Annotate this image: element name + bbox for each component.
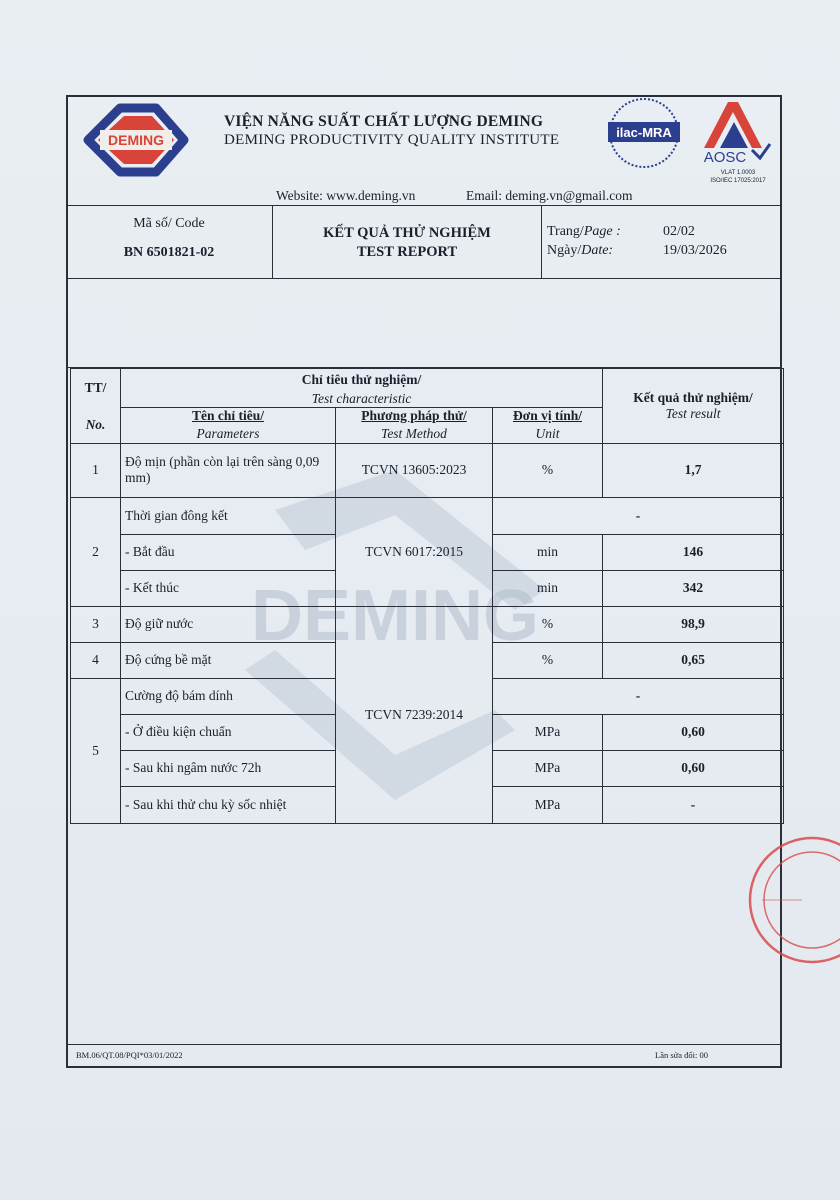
row-result: 0,65 bbox=[603, 642, 784, 678]
report-title-vn: KẾT QUẢ THỬ NGHIỆM bbox=[323, 225, 491, 241]
header-parameters-vn: Tên chỉ tiêu/ bbox=[121, 407, 336, 425]
vilat-line2: ISO/IEC 17025:2017 bbox=[710, 178, 766, 184]
row-parameter: Độ mịn (phần còn lại trên sàng 0,09 mm) bbox=[121, 443, 336, 497]
row-no: 2 bbox=[71, 497, 121, 606]
code-block-bottom bbox=[66, 278, 782, 279]
row-result: 98,9 bbox=[603, 606, 784, 642]
deming-logo-text: DEMING bbox=[108, 132, 164, 148]
row-parameter: - Sau khi thử chu kỳ sốc nhiệt bbox=[121, 786, 336, 823]
watermark-text: DEMING bbox=[251, 576, 539, 656]
page-value: 02/02 bbox=[663, 224, 695, 239]
aosc-logo bbox=[690, 96, 772, 186]
results-table bbox=[70, 368, 784, 824]
code-label: Mã số/ Code bbox=[133, 216, 205, 231]
row-no: 3 bbox=[71, 606, 121, 642]
row-unit: % bbox=[493, 443, 603, 497]
report-title-en: TEST REPORT bbox=[356, 244, 458, 260]
header-result bbox=[603, 369, 784, 444]
row-parameter: Thời gian đông kết bbox=[121, 497, 336, 534]
row-parameter: - Sau khi ngâm nước 72h bbox=[121, 750, 336, 786]
footer-divider bbox=[66, 1044, 782, 1045]
table-row bbox=[71, 497, 784, 534]
table-row bbox=[71, 443, 784, 497]
institute-name-en: DEMING PRODUCTIVITY QUALITY INSTITUTE bbox=[224, 132, 560, 148]
row-no: 5 bbox=[71, 678, 121, 823]
row-no: 1 bbox=[71, 443, 121, 497]
header-method-en: Test Method bbox=[336, 425, 493, 443]
header-characteristic-vn: Chỉ tiêu thử nghiệm/ bbox=[121, 369, 603, 391]
revision-number: Lần sửa đổi: 00 bbox=[655, 1050, 709, 1060]
header-no-vn: TT/ bbox=[71, 369, 121, 408]
code-divider-1 bbox=[272, 206, 273, 278]
header-result-vn: Kết quả thử nghiệm/ bbox=[633, 389, 753, 405]
row-result: 146 bbox=[603, 534, 784, 570]
header-parameters-en: Parameters bbox=[121, 425, 336, 443]
aosc-text: AOSC bbox=[703, 149, 747, 166]
header-divider bbox=[66, 205, 782, 206]
row-result: - bbox=[493, 497, 784, 534]
row-unit: MPa bbox=[493, 786, 603, 823]
code-value: BN 6501821-02 bbox=[123, 245, 215, 260]
row-parameter: - Kết thúc bbox=[121, 570, 336, 606]
institute-name-vn: VIỆN NĂNG SUẤT CHẤT LƯỢNG DEMING bbox=[224, 113, 544, 130]
ilac-mra-logo bbox=[604, 96, 684, 170]
page-label: Trang/Page : bbox=[547, 224, 621, 239]
email-text: Email: deming.vn@gmail.com bbox=[466, 188, 633, 203]
row-parameter: Độ cứng bề mặt bbox=[121, 642, 336, 678]
row-result: 0,60 bbox=[603, 714, 784, 750]
official-stamp bbox=[742, 830, 840, 970]
row-result: - bbox=[493, 678, 784, 714]
header-characteristic-en: Test characteristic bbox=[121, 391, 603, 408]
vilat-line1: VLAT 1.0003 bbox=[720, 170, 756, 176]
code-divider-2 bbox=[541, 206, 542, 278]
header-unit-en: Unit bbox=[493, 425, 603, 443]
row-parameter: Độ giữ nước bbox=[121, 606, 336, 642]
form-code: BM.06/QT.08/PQI*03/01/2022 bbox=[76, 1050, 183, 1060]
header-unit-vn: Đơn vị tính/ bbox=[493, 407, 603, 425]
table-row bbox=[71, 606, 784, 642]
row-parameter: Cường độ bám dính bbox=[121, 678, 336, 714]
row-unit: % bbox=[493, 606, 603, 642]
row-unit: MPa bbox=[493, 750, 603, 786]
date-label: Ngày/Date: bbox=[547, 243, 614, 258]
row-method: TCVN 6017:2015 bbox=[336, 497, 493, 606]
deming-logo bbox=[80, 100, 190, 180]
row-method: TCVN 13605:2023 bbox=[336, 443, 493, 497]
row-result: 0,60 bbox=[603, 750, 784, 786]
row-unit: min bbox=[493, 570, 603, 606]
row-unit: MPa bbox=[493, 714, 603, 750]
row-no: 4 bbox=[71, 642, 121, 678]
row-method: TCVN 7239:2014 bbox=[336, 606, 493, 823]
ilac-mra-text: ilac-MRA bbox=[616, 125, 672, 140]
table-top-line bbox=[66, 367, 782, 368]
header-no-en: No. bbox=[71, 407, 121, 443]
row-parameter: - Ở điều kiện chuẩn bbox=[121, 714, 336, 750]
row-unit: % bbox=[493, 642, 603, 678]
row-result: 342 bbox=[603, 570, 784, 606]
row-result: 1,7 bbox=[603, 443, 784, 497]
header-result-en: Test result bbox=[665, 405, 721, 421]
row-parameter: - Bắt đầu bbox=[121, 534, 336, 570]
row-unit: min bbox=[493, 534, 603, 570]
website-text: Website: www.deming.vn bbox=[276, 188, 416, 203]
date-value: 19/03/2026 bbox=[663, 243, 727, 258]
header-method-vn: Phương pháp thử/ bbox=[336, 407, 493, 425]
row-result: - bbox=[603, 786, 784, 823]
